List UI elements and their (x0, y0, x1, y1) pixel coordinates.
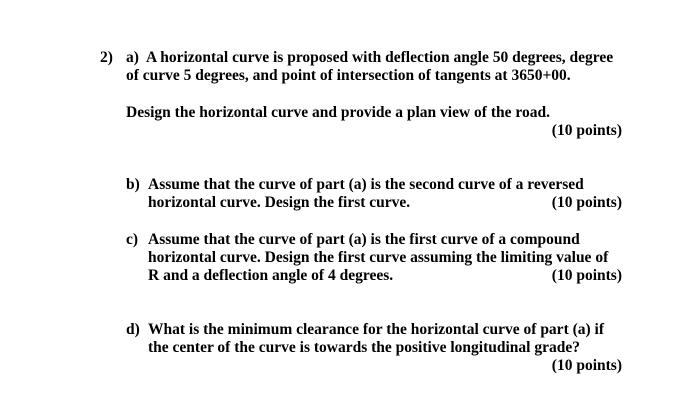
part-d-label: d) (126, 321, 140, 338)
part-d-line-1: What is the minimum clearance for the horizontal curve of part (a) if (148, 321, 605, 338)
part-a-line-2: of curve 5 degrees, and point of intersection of tangents at 3650+00. (126, 67, 571, 84)
part-c-line-1: Assume that the curve of part (a) is the first curve of a compound (148, 231, 580, 248)
part-d-points: (10 points) (551, 357, 622, 374)
part-b-line-1: Assume that the curve of part (a) is the second curve of a reversed (148, 176, 584, 193)
part-c-points: (10 points) (551, 267, 622, 284)
part-b-line-2: horizontal curve. Design the first curve. (148, 194, 411, 211)
part-c-line-3: R and a deflection angle of 4 degrees. (148, 267, 394, 284)
part-c-line-2: horizontal curve. Design the first curve assuming the limiting value of (148, 249, 609, 266)
part-c-label: c) (126, 231, 139, 248)
part-a-line-1: A horizontal curve is proposed with deflection angle 50 degrees, degree (146, 49, 614, 66)
question-number: 2) (100, 49, 113, 66)
part-d-line-2: the center of the curve is towards the positive longitudinal grade? (148, 339, 580, 356)
part-b-points: (10 points) (551, 194, 622, 211)
part-a-line-3: Design the horizontal curve and provide a plan view of the road. (126, 104, 550, 121)
part-b-label: b) (126, 176, 140, 193)
part-a-label: a) (126, 49, 139, 66)
part-a-points: (10 points) (551, 122, 622, 139)
